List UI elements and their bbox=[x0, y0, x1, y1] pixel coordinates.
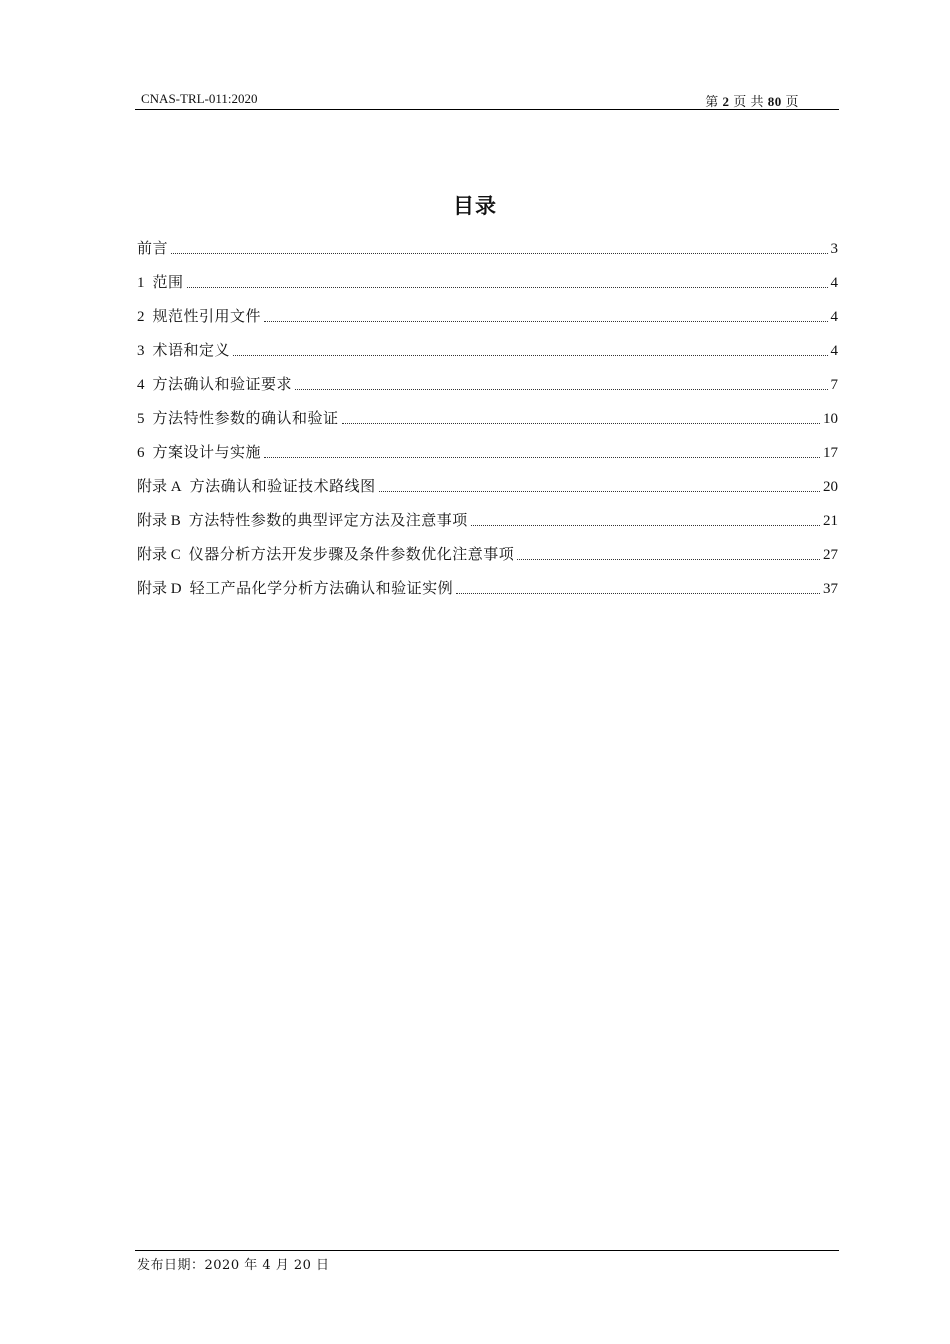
toc-entry-text: 方法特性参数的确认和验证 bbox=[152, 409, 339, 427]
toc-entry-label bbox=[137, 542, 514, 565]
toc-leader-dots bbox=[471, 524, 820, 526]
toc-entry-text: 规范性引用文件 bbox=[152, 307, 262, 325]
toc-entry-appendix-b[interactable] bbox=[137, 508, 838, 542]
toc-entry-number: 附录 D bbox=[137, 581, 182, 597]
release-date: 发布日期：2020 年 4 月 20 日 bbox=[137, 1258, 330, 1273]
toc-leader-dots bbox=[187, 286, 828, 288]
toc-entry-terms[interactable] bbox=[137, 338, 838, 372]
toc-leader-dots bbox=[295, 388, 827, 390]
toc-entry-page: 21 bbox=[823, 513, 838, 529]
toc-entry-page: 37 bbox=[823, 581, 838, 597]
page-header bbox=[135, 90, 839, 110]
page-mid: 页 共 bbox=[733, 94, 764, 109]
toc-entry-page: 10 bbox=[823, 411, 838, 427]
toc-leader-dots bbox=[342, 422, 820, 424]
toc-entry-requirements[interactable] bbox=[137, 372, 838, 406]
toc-entry-appendix-c[interactable] bbox=[137, 542, 838, 576]
page-number-info bbox=[705, 91, 799, 110]
toc-entry-label bbox=[137, 474, 376, 497]
total-page-number: 80 bbox=[767, 94, 782, 109]
toc-entry-text: 前言 bbox=[137, 239, 169, 257]
toc-entry-label bbox=[137, 372, 292, 395]
toc-leader-dots bbox=[171, 252, 827, 254]
header-divider bbox=[135, 109, 839, 110]
toc-entry-text: 方法确认和验证要求 bbox=[152, 375, 293, 393]
toc-leader-dots bbox=[233, 354, 827, 356]
toc-entry-appendix-d[interactable] bbox=[137, 576, 838, 610]
toc-entry-scope[interactable] bbox=[137, 270, 838, 304]
footer-divider bbox=[135, 1250, 839, 1251]
toc-entry-design[interactable] bbox=[137, 440, 838, 474]
toc-entry-number: 3 bbox=[137, 343, 145, 359]
table-of-contents bbox=[137, 236, 838, 610]
toc-entry-page: 20 bbox=[823, 479, 838, 495]
toc-entry-page: 4 bbox=[830, 343, 838, 359]
toc-entry-label bbox=[137, 236, 168, 258]
toc-entry-text: 方案设计与实施 bbox=[152, 443, 262, 461]
toc-leader-dots bbox=[517, 558, 820, 560]
toc-entry-normative-references[interactable] bbox=[137, 304, 838, 338]
toc-entry-text: 术语和定义 bbox=[152, 341, 231, 359]
toc-entry-parameters[interactable] bbox=[137, 406, 838, 440]
toc-leader-dots bbox=[264, 456, 820, 458]
toc-entry-page: 17 bbox=[823, 445, 838, 461]
toc-entry-text: 轻工产品化学分析方法确认和验证实例 bbox=[189, 579, 454, 597]
toc-entry-number: 附录 C bbox=[137, 547, 181, 563]
toc-entry-page: 4 bbox=[830, 275, 838, 291]
toc-entry-number: 2 bbox=[137, 309, 145, 325]
toc-entry-page: 27 bbox=[823, 547, 838, 563]
toc-entry-number: 附录 A bbox=[137, 479, 182, 495]
toc-entry-label bbox=[137, 270, 184, 293]
toc-entry-page: 7 bbox=[830, 377, 838, 393]
page-prefix: 第 bbox=[705, 94, 719, 109]
toc-leader-dots bbox=[379, 490, 820, 492]
toc-entry-label bbox=[137, 304, 261, 327]
toc-entry-number: 5 bbox=[137, 411, 145, 427]
toc-entry-text: 范围 bbox=[152, 273, 184, 291]
toc-entry-number: 4 bbox=[137, 377, 145, 393]
toc-entry-text: 仪器分析方法开发步骤及条件参数优化注意事项 bbox=[188, 545, 515, 563]
toc-entry-label bbox=[137, 576, 453, 599]
toc-leader-dots bbox=[456, 592, 820, 594]
toc-entry-appendix-a[interactable] bbox=[137, 474, 838, 508]
toc-entry-page: 3 bbox=[830, 241, 838, 257]
toc-entry-number: 附录 B bbox=[137, 513, 181, 529]
page-title: 目录 bbox=[453, 194, 497, 218]
toc-entry-text: 方法特性参数的典型评定方法及注意事项 bbox=[188, 511, 468, 529]
toc-entry-number: 6 bbox=[137, 445, 145, 461]
document-code: CNAS-TRL-011:2020 bbox=[141, 91, 258, 106]
toc-entry-page: 4 bbox=[830, 309, 838, 325]
toc-entry-label bbox=[137, 406, 339, 429]
current-page-number: 2 bbox=[722, 94, 730, 109]
toc-leader-dots bbox=[264, 320, 827, 322]
toc-entry-label bbox=[137, 440, 261, 463]
toc-entry-label bbox=[137, 508, 468, 531]
toc-entry-label bbox=[137, 338, 230, 361]
toc-entry-text: 方法确认和验证技术路线图 bbox=[189, 477, 376, 495]
toc-entry-number: 1 bbox=[137, 275, 145, 291]
toc-entry-preface[interactable] bbox=[137, 236, 838, 270]
page-suffix: 页 bbox=[785, 94, 799, 109]
